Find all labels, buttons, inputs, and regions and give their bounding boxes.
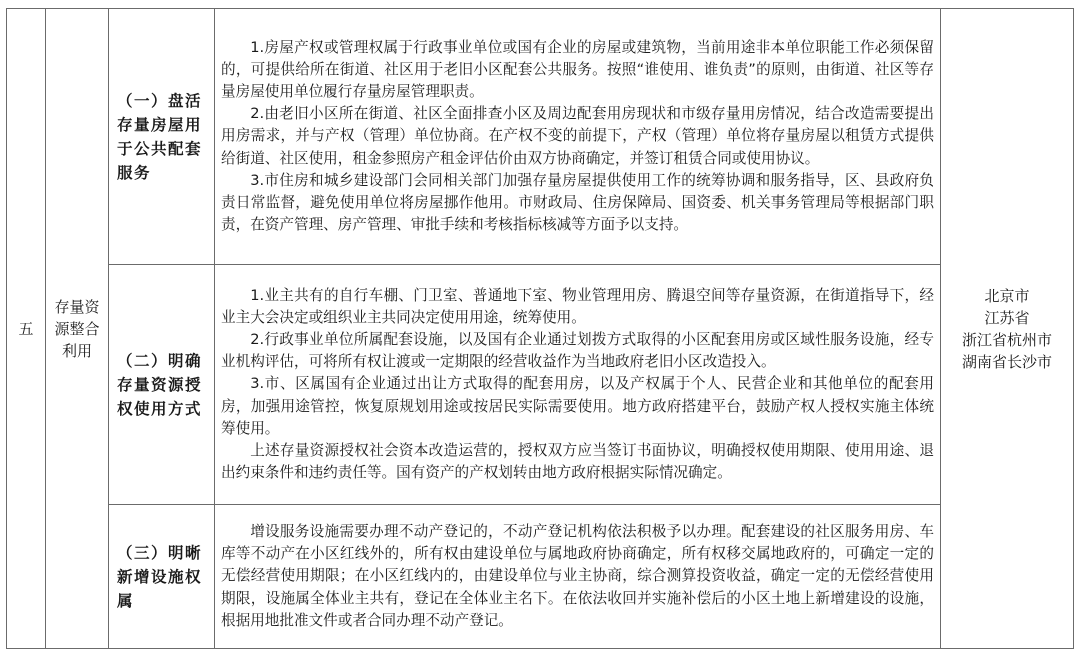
city-label: 北京市 [984,286,1030,305]
section-heading-3: （三）明晰新增设施权属 [109,505,215,649]
paragraph: 3.市住房和城乡建设部门会同相关部门加强存量房屋提供使用工作的统筹协调和服务指导，区、县政府负责日常监督，避免使用单位将房屋挪作他用。市财政局、住房保障局、国资委、机关事务管理局等根据部门职责，在资产管理、房产管理、审批手续和考核指标核减等方面予以支持。 [221,171,934,234]
table-row [7,265,1074,505]
paragraph: 2.行政事业单位所属配套设施，以及国有企业通过划拨方式取得的小区配套用房或区域性服务设施，经专业机构评估，可将所有权让渡或一定期限的经营收益作为当地政府老旧小区改造投入。 [221,330,934,371]
paragraph: 1.业主共有的自行车棚、门卫室、普通地下室、物业管理用房、腾退空间等存量资源，在街道指导下，经业主大会决定或组织业主共同决定使用用途，统筹使用。 [221,286,934,326]
section-heading-1: （一）盘活存量房屋用于公共配套服务 [109,9,215,265]
paragraph: 上述存量资源授权社会资本改造运营的，授权双方应当签订书面协议，明确授权使用期限、使用用途、退出约束条件和违约责任等。国有资产的产权划转由地方政府根据实际情况确定。 [221,442,934,482]
city-label: 浙江省杭州市 [961,330,1052,349]
section-body-1 [215,9,941,265]
category-label: 存量资源整合利用 [54,297,100,360]
paragraph: 1.房屋产权或管理权属于行政事业单位或国有企业的房屋或建筑物，当前用途非本单位职能工作必须保留的，可提供给所在街道、社区用于老旧小区配套公共服务。按照“谁使用、谁负责”的原则，由街道、社区等存量房屋使用单位履行存量房屋管理职责。 [221,38,934,100]
section-body-2 [215,265,941,505]
section-body-3 [215,505,941,649]
city-label: 湖南省长沙市 [961,352,1052,371]
cities-cell [941,9,1074,649]
policy-table [6,8,1074,649]
paragraph: 3.市、区属国有企业通过出让方式取得的配套用房，以及产权属于个人、民营企业和其他单位的配套用房，加强用途管控，恢复原规划用途或按居民实际需要使用。地方政府搭建平台，鼓励产权人授权实施主体统筹使用。 [221,375,934,437]
section-heading-2: （二）明确存量资源授权使用方式 [109,265,215,505]
paragraph: 2.由老旧小区所在街道、社区全面排查小区及周边配套用房现状和市级存量用房情况，结合改造需要提出用房需求，并与产权（管理）单位协商。在产权不变的前提下，产权（管理）单位将存量房屋以租赁方式提供给街道、社区使用，租金参照房产租金评估价由双方协商确定，并签订租赁合同或使用协议。 [221,105,934,167]
table-row [7,505,1074,649]
category-cell [46,9,109,649]
table-row [7,9,1074,265]
city-label: 江苏省 [984,308,1030,327]
paragraph: 增设服务设施需要办理不动产登记的，不动产登记机构依法积极予以办理。配套建设的社区服务用房、车库等不动产在小区红线外的，所有权由建设单位与属地政府协商确定，所有权移交属地政府的，可确定一定的无偿经营使用期限；在小区红线内的，由建设单位与业主协商，综合测算投资收益，确定一定的无偿经营使用期限，设施属全体业主共有，登记在全体业主名下。在依法收回并实施补偿后的小区土地上新增建设的设施，根据用地批准文件或者合同办理不动产登记。 [221,522,934,629]
row-number: 五 [7,9,46,649]
